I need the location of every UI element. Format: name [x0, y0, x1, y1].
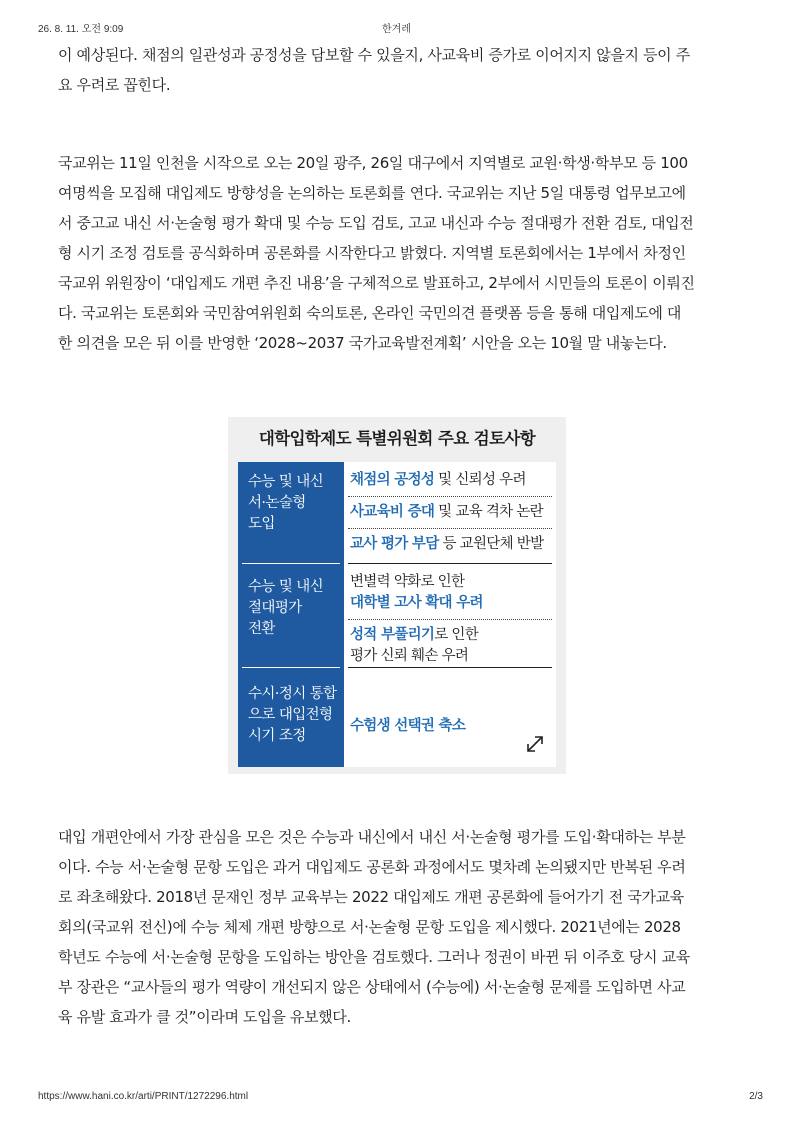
category-timing-label	[248, 684, 344, 747]
category-absolute-label	[248, 577, 344, 640]
category-column	[238, 462, 344, 767]
concern-text: 등 교원단체 반발	[438, 536, 544, 552]
category-divider	[242, 563, 340, 564]
concern-highlight: 수험생 선택권 축소	[350, 718, 466, 734]
paragraph-line: 대입 개편안에서 가장 관심을 모은 것은 수능과 내신에서 내신 서·논술형 평가를 도입·확대하는 부분	[58, 828, 686, 846]
category-line: 수능 및 내신	[248, 579, 324, 595]
paragraph-line: 육 유발 효과가 클 것”이라며 도입을 유보했다.	[58, 1008, 351, 1026]
paragraph-line: 이다. 수능 서·논술형 문항 도입은 과거 대입제도 공론화 과정에서도 몇차례 논의됐지만 반복된 우려	[58, 858, 686, 876]
category-line: 전환	[248, 621, 275, 637]
concern-text: 평가 신뢰 훼손 우려	[350, 648, 469, 664]
category-line: 서·논술형	[248, 495, 306, 511]
dotted-separator	[348, 528, 552, 529]
print-site-title: 한겨레	[382, 24, 411, 35]
category-line: 도입	[248, 516, 275, 532]
concern-column	[344, 462, 556, 767]
concern-text: 및 교육 격차 논란	[434, 504, 543, 520]
dotted-separator	[348, 496, 552, 497]
paragraph-line: 한 의견을 모은 뒤 이를 반영한 ‘2028~2037 국가교육발전계획’ 시안을 오는 10월 말 내놓는다.	[58, 334, 667, 352]
paragraph-line: 여명씩을 모집해 대입제도 방향성을 논의하는 토론회를 연다. 국교위는 지난 5일 대통령 업무보고에	[58, 184, 686, 202]
print-url: https://www.hani.co.kr/arti/PRINT/1272296.html	[38, 1091, 249, 1102]
paragraph-line: 학년도 수능에 서·논술형 문항을 도입하는 방안을 검토했다. 그러나 정권이 바뀐 뒤 이주호 당시 교육	[58, 948, 690, 966]
paragraph-line: 로 좌초해왔다. 2018년 문재인 정부 교육부는 2022 대입제도 개편 공론화에 들어가기 전 국가교육	[58, 888, 684, 906]
category-absolute-eval-label	[248, 472, 344, 535]
concern-text: 변별력 약화로 인한	[350, 574, 465, 590]
concern-item	[350, 534, 556, 555]
paragraph-line: 요 우려로 꼽힌다.	[58, 76, 171, 94]
concern-item	[350, 470, 556, 491]
category-line: 으로 대입전형	[248, 707, 333, 723]
print-date: 26. 8. 11. 오전 9:09	[38, 24, 124, 35]
concern-item	[350, 572, 556, 614]
paragraph-line: 국교위 위원장이 ‘대입제도 개편 추진 내용’을 구체적으로 발표하고, 2부에서 시민들의 토론이 이뤄진	[58, 274, 695, 292]
paragraph-line: 회의(국교위 전신)에 수능 체제 개편 방향으로 서·논술형 문항 도입을 제시했다. 2021년에는 2028	[58, 918, 681, 936]
article-paragraph-2	[58, 148, 738, 358]
category-line: 수능 및 내신	[248, 474, 324, 490]
paragraph-line: 다. 국교위는 토론회와 국민참여위원회 숙의토론, 온라인 국민의견 플랫폼 등을 통해 대입제도에 대	[58, 304, 682, 322]
concern-text: 로 인한	[434, 627, 479, 643]
concern-text: 및 신뢰성 우려	[434, 472, 526, 488]
concern-item	[350, 625, 556, 667]
concern-highlight: 채점의 공정성	[350, 472, 435, 488]
expand-arrows-icon[interactable]	[524, 733, 546, 755]
category-divider	[242, 667, 340, 668]
page-number: 2/3	[749, 1091, 763, 1102]
section-divider	[348, 563, 552, 564]
concern-highlight: 사교육비 증대	[350, 504, 435, 520]
paragraph-line: 국교위는 11일 인천을 시작으로 오는 20일 광주, 26일 대구에서 지역별로 교원·학생·학부모 등 100	[58, 154, 688, 172]
article-paragraph-1	[58, 40, 738, 100]
concern-highlight: 대학별 고사 확대 우려	[350, 595, 483, 611]
paragraph-line: 형 시기 조정 검토를 공식화하며 공론화를 시작한다고 밝혔다. 지역별 토론회에서는 1부에서 차정인	[58, 244, 686, 262]
article-paragraph-3	[58, 822, 738, 1032]
paragraph-line: 이 예상된다. 채점의 일관성과 공정성을 담보할 수 있을지, 사교육비 증가로 이어지지 않을지 등이 주	[58, 46, 690, 64]
infographic-title: 대학입학제도 특별위원회 주요 검토사항	[258, 429, 536, 448]
dotted-separator	[348, 619, 552, 620]
category-line: 수시·정시 통합	[248, 686, 337, 702]
concern-highlight: 성적 부풀리기	[350, 627, 435, 643]
concern-item	[350, 502, 556, 523]
category-line: 절대평가	[248, 600, 302, 616]
category-line: 시기 조정	[248, 728, 306, 744]
paragraph-line: 서 중고교 내신 서·논술형 평가 확대 및 수능 도입 검토, 고교 내신과 수능 절대평가 전환 검토, 대입전	[58, 214, 694, 232]
infographic[interactable]	[228, 417, 566, 774]
section-divider	[348, 667, 552, 668]
concern-highlight: 교사 평가 부담	[350, 536, 439, 552]
paragraph-line: 부 장관은 “교사들의 평가 역량이 개선되지 않은 상태에서 (수능에) 서·논술형 문제를 도입하면 사교	[58, 978, 686, 996]
